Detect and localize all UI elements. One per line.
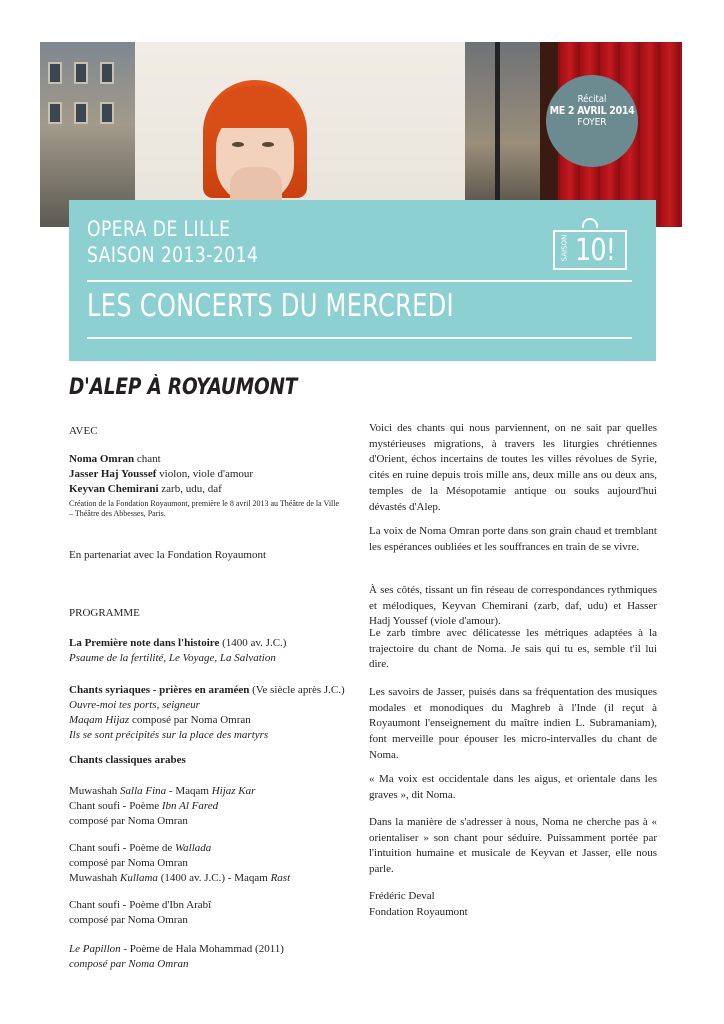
signature-name: Frédéric Deval — [369, 890, 435, 902]
programme-part-1: La Première note dans l'histoire (1400 av. J.C.) Psaume de la fertilité, Le Voyage, La Salvation — [69, 637, 287, 664]
programme-part-3-items-c: Chant soufi - Poème d'Ibn Arabî composé par Noma Omran — [69, 899, 212, 926]
opera-name: OPERA DE LILLE — [87, 217, 231, 241]
text-paragraph: Le zarb timbre avec délicatesse les métriques adaptées à la trajectoire du chant de Noma. Je sais qui tu es, semble t'il lui dire. — [369, 627, 657, 671]
season-label: SAISON 2013-2014 — [87, 243, 259, 267]
text-paragraph: « Ma voix est occidentale dans les aigus, et orientale dans les graves », dit Noma. — [369, 773, 657, 801]
banner-rule-bottom — [87, 337, 632, 339]
signature — [369, 889, 657, 920]
season-10-logo: SAISON 10! — [553, 218, 627, 270]
banner-rule-top — [87, 280, 632, 282]
text-paragraph: Dans la manière de s'adresser à nous, Noma ne cherche pas à « orientaliser » son chant pour séduire. Puissamment portée par l'intuition humaine et musicale de Keyvan et Jasser, elle nous parle. — [369, 816, 657, 876]
date-badge — [546, 75, 638, 167]
programme-label: PROGRAMME — [69, 607, 140, 619]
series-title: LES CONCERTS DU MERCREDI — [87, 288, 454, 324]
text-paragraph: Voici des chants qui nous parviennent, on ne sait par quelles mystérieuses migrations, à travers les liturgies chrétiennes d'Orient, échos incertains de toutes les villes révolues de Syrie, cités en ruine depuis trois mille ans, deux mille ans ou deux ans, temples de la Mésopotamie antique ou souks aujourd'hui dévastés d'Alep. — [369, 422, 657, 513]
artist-list — [69, 452, 253, 497]
text-paragraph: À ses côtés, tissant un fin réseau de correspondances rythmiques et mélodiques, Keyvan Chemirani (zarb, daf, udu) et Hasser Hadj Youssef (viole d'amour). — [369, 584, 657, 628]
artist-line: Noma Omran chant — [69, 453, 161, 465]
avec-label: AVEC — [69, 425, 98, 437]
season-banner — [69, 200, 656, 361]
creation-note: Création de la Fondation Royaumont, première le 8 avril 2013 au Théâtre de la Ville – Théâtre des Abbesses, Paris. — [69, 499, 340, 518]
badge-date: ME 2 AVRIL 2014 — [549, 105, 635, 117]
signature-org: Fondation Royaumont — [369, 905, 468, 918]
badge-type: Récital — [577, 94, 607, 105]
programme-part-2: Chants syriaques - prières en araméen (Ve siècle après J.C.) Ouvre-moi tes ports, seigneur Maqam Hijaz composé par Noma Omran Ils se sont précipités sur la place des martyrs — [69, 684, 345, 741]
text-paragraph: La voix de Noma Omran porte dans son grain chaud et tremblant les espérances oubliées et les souffrances en train de se vivre. — [369, 525, 657, 553]
artist-line: Jasser Haj Youssef violon, viole d'amour — [69, 468, 254, 480]
partnership-note: En partenariat avec la Fondation Royaumont — [69, 549, 267, 561]
badge-venue: FOYER — [577, 117, 607, 128]
programme-part-3-items-d: Le Papillon - Poème de Hala Mohammad (2011) composé par Noma Omran — [69, 943, 284, 970]
programme-part-3-items-b: Chant soufi - Poème de Wallada composé par Noma Omran Muwashah Kullama (1400 av. J.C.) - Maqam Rast — [69, 842, 291, 884]
text-paragraph: Les savoirs de Jasser, puisés dans sa fréquentation des musiques modales et monodiques du Maghreb à l'Inde (il reçut à Royaumont l'enseignement du maître indien L. Subramaniam), font merveille pour épouser les micro-intervalles du chant de Noma. — [369, 686, 657, 761]
concert-title: D'ALEP À ROYAUMONT — [69, 375, 298, 400]
programme-part-3-title: Chants classiques arabes — [69, 754, 186, 766]
programme-part-3-items-a: Muwashah Salla Fina - Maqam Hijaz Kar Chant soufi - Poème Ibn Al Fared composé par Noma Omran — [69, 785, 256, 827]
artist-line: Keyvan Chemirani zarb, udu, daf — [69, 483, 222, 495]
